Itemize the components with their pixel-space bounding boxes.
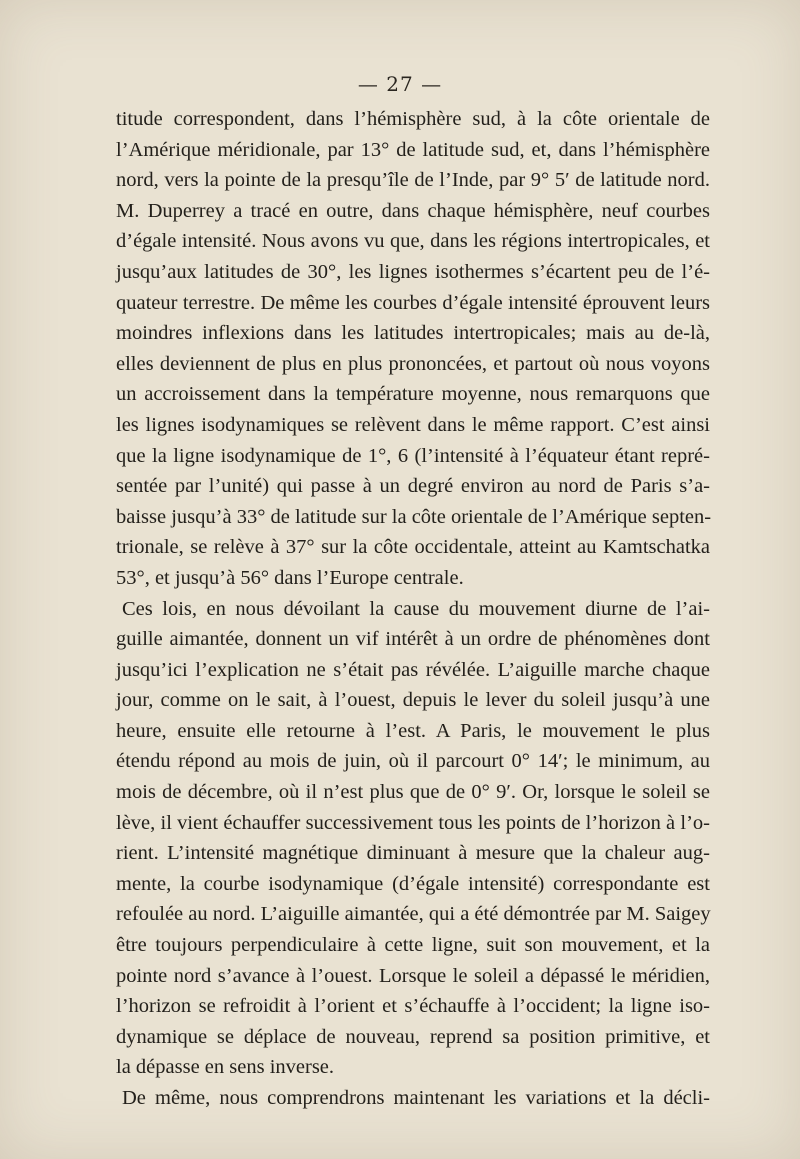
paragraph-end-line: la dépasse en sens inverse. (116, 1056, 335, 1079)
paragraph-end-line: 53°, et jusqu’à 56° dans l’Europe centrale. (116, 566, 464, 589)
text-line: trionale, se relève à 37° sur la côte occidentale, atteint au Kamtschatka (116, 536, 710, 559)
text-line: lève, il vient échauffer successivement tous les points de l’horizon à l’o- (116, 811, 710, 834)
text-line: jusqu’ici l’explication ne s’était pas révélée. L’aiguille marche chaque (116, 658, 710, 681)
text-line: moindres inflexions dans les latitudes intertropicales; mais au de-là, (116, 322, 710, 345)
text-line: que la ligne isodynamique de 1°, 6 (l’intensité à l’équateur étant repré- (116, 444, 710, 467)
text-line: jour, comme on le sait, à l’ouest, depuis le lever du soleil jusqu’à une (116, 689, 710, 712)
text-line: refoulée au nord. L’aiguille aimantée, qui a été démontrée par M. Saigey (116, 903, 711, 926)
text-line: d’égale intensité. Nous avons vu que, dans les régions intertropicales, et (116, 230, 710, 253)
text-line: mente, la courbe isodynamique (d’égale intensité) correspondante est (116, 872, 710, 895)
text-line: un accroissement dans la température moyenne, nous remarquons que (116, 383, 710, 406)
text-line: sentée par l’unité) qui passe à un degré environ au nord de Paris s’a- (116, 475, 710, 498)
text-line: baisse jusqu’à 33° de latitude sur la côte orientale de l’Amérique septen- (116, 505, 712, 528)
text-line: pointe nord s’avance à l’ouest. Lorsque le soleil a dépassé le méridien, (116, 964, 710, 987)
text-line: l’Amérique méridionale, par 13° de latitude sud, et, dans l’hémisphère (116, 138, 710, 161)
text-line: dynamique se déplace de nouveau, reprend sa position primitive, et (116, 1025, 710, 1048)
text-line: jusqu’aux latitudes de 30°, les lignes isothermes s’écartent peu de l’é- (116, 260, 710, 283)
text-line: heure, ensuite elle retourne à l’est. A Paris, le mouvement le plus (116, 719, 710, 742)
text-line: étendu répond au mois de juin, où il parcourt 0° 14′; le minimum, au (116, 750, 710, 773)
page-number: — 27 — (357, 72, 443, 96)
text-line: les lignes isodynamiques se relèvent dans le même rapport. C’est ainsi (116, 413, 710, 436)
text-line: être toujours perpendiculaire à cette ligne, suit son mouvement, et la (116, 934, 710, 957)
text-line: elles deviennent de plus en plus prononcées, et partout où nous voyons (116, 352, 710, 375)
text-line: nord, vers la pointe de la presqu’île de l’Inde, par 9° 5′ de latitude nord. (116, 169, 710, 192)
text-line: mois de décembre, où il n’est plus que de 0° 9′. Or, lorsque le soleil se (116, 781, 710, 804)
paragraph-start-line: De même, nous comprendrons maintenant les variations et la décli- (122, 1087, 710, 1109)
text-line: rient. L’intensité magnétique diminuant à mesure que la chaleur aug- (116, 842, 710, 865)
body-text (116, 104, 710, 1114)
text-line: quateur terrestre. De même les courbes d’égale intensité éprouvent leurs (116, 291, 710, 314)
text-line: titude correspondent, dans l’hémisphère sud, à la côte orientale de (116, 108, 710, 130)
text-line: M. Duperrey a tracé en outre, dans chaque hémisphère, neuf courbes (116, 199, 710, 222)
paragraph-start-line: Ces lois, en nous dévoilant la cause du mouvement diurne de l’ai- (122, 597, 710, 620)
text-line: guille aimantée, donnent un vif intérêt à un ordre de phénomènes dont (116, 628, 710, 651)
text-line: l’horizon se refroidit à l’orient et s’échauffe à l’occident; la ligne iso- (116, 995, 710, 1018)
